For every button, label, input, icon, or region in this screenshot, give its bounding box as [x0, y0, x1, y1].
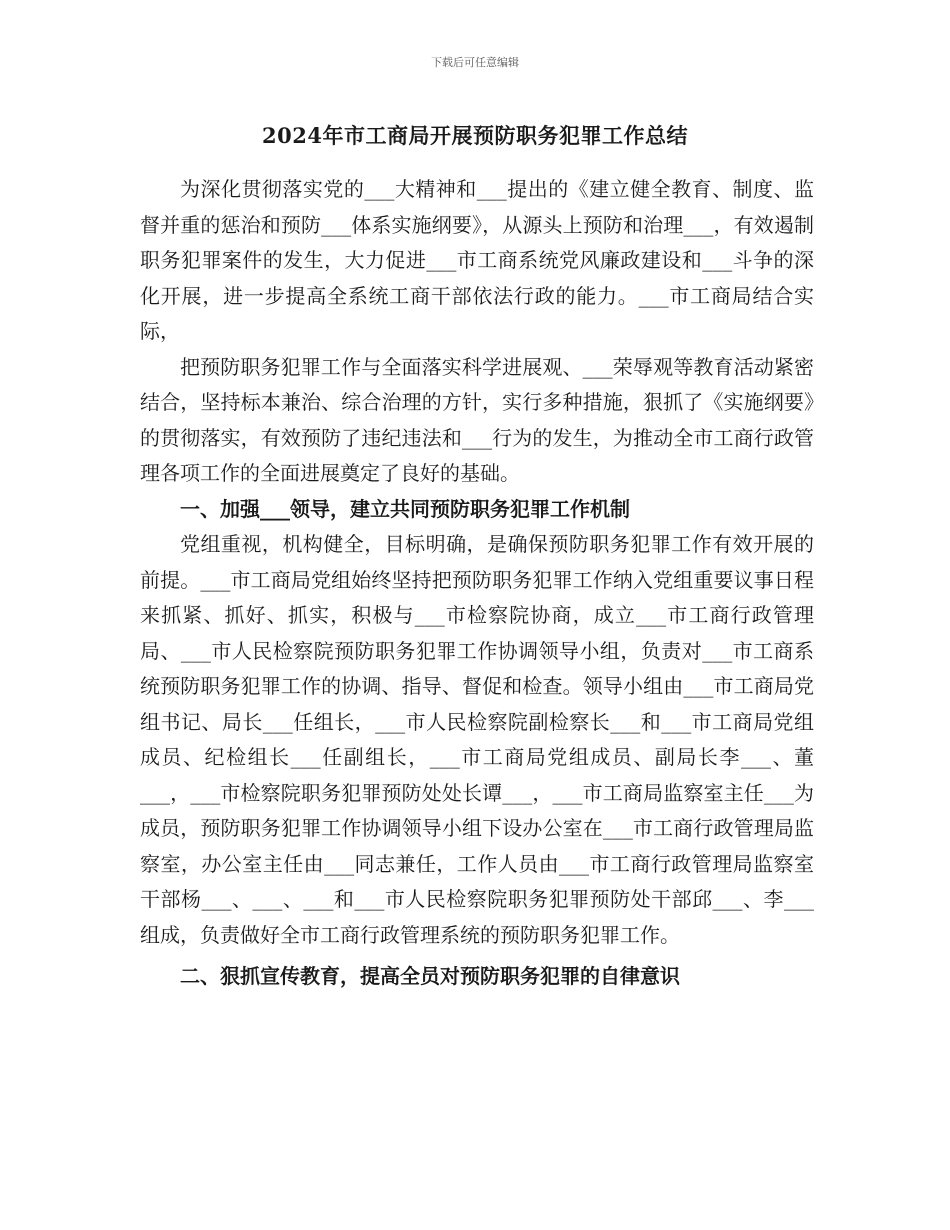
paragraph-section-1: 党组重视，机构健全，目标明确，是确保预防职务犯罪工作有效开展的前提。___市工商局党组始终坚持把预防职务犯罪工作纳入党组重要议事日程来抓紧、抓好、抓实，积极与___市检察院协商，成立___市工商行政管理局、___市人民检察院预防职务犯罪工作协调领导小组，负责对___市工商系统预防职务犯罪工作的协调、指导、督促和检查。领导小组由___市工商局党组书记、局长___任组长，___市人民检察院副检察长___和___市工商局党组成员、纪检组长___任副组长，___市工商局党组成员、副局长李___、董___，___市检察院职务犯罪预防处处长谭___，___市工商局监察室主任___为成员，预防职务犯罪工作协调领导小组下设办公室在___市工商行政管理局监察室，办公室主任由___同志兼任，工作人员由___市工商行政管理局监察室干部杨___、___、___和___市人民检察院职务犯罪预防处干部邱___、李___组成，负责做好全市工商行政管理系统的预防职务犯罪工作。 — [140, 532, 814, 947]
paragraph-intro-continued: 把预防职务犯罪工作与全面落实科学进展观、___荣辱观等教育活动紧密结合，坚持标本兼治、综合治理的方针，实行多种措施，狠抓了《实施纲要》的贯彻落实，有效预防了违纪违法和___行为的发生，为推动全市工商行政管理各项工作的全面进展奠定了良好的基础。 — [140, 354, 814, 485]
paragraph-intro: 为深化贯彻落实党的___大精神和___提出的《建立健全教育、制度、监督并重的惩治和预防___体系实施纲要》，从源头上预防和治理___，有效遏制职务犯罪案件的发生，大力促进___市工商系统党风廉政建设和___斗争的深化开展，进一步提高全系统工商干部依法行政的能力。___市工商局结合实际， — [140, 177, 814, 343]
document-title: 2024年市工商局开展预防职务犯罪工作总结 — [262, 123, 688, 148]
document-body — [140, 172, 814, 995]
section-heading-2: 二、狠抓宣传教育，提高全员对预防职务犯罪的自律意识 — [180, 964, 680, 988]
section-heading-1: 一、加强___领导，建立共同预防职务犯罪工作机制 — [180, 496, 630, 521]
header-note: 下载后可任意编辑 — [431, 56, 519, 69]
